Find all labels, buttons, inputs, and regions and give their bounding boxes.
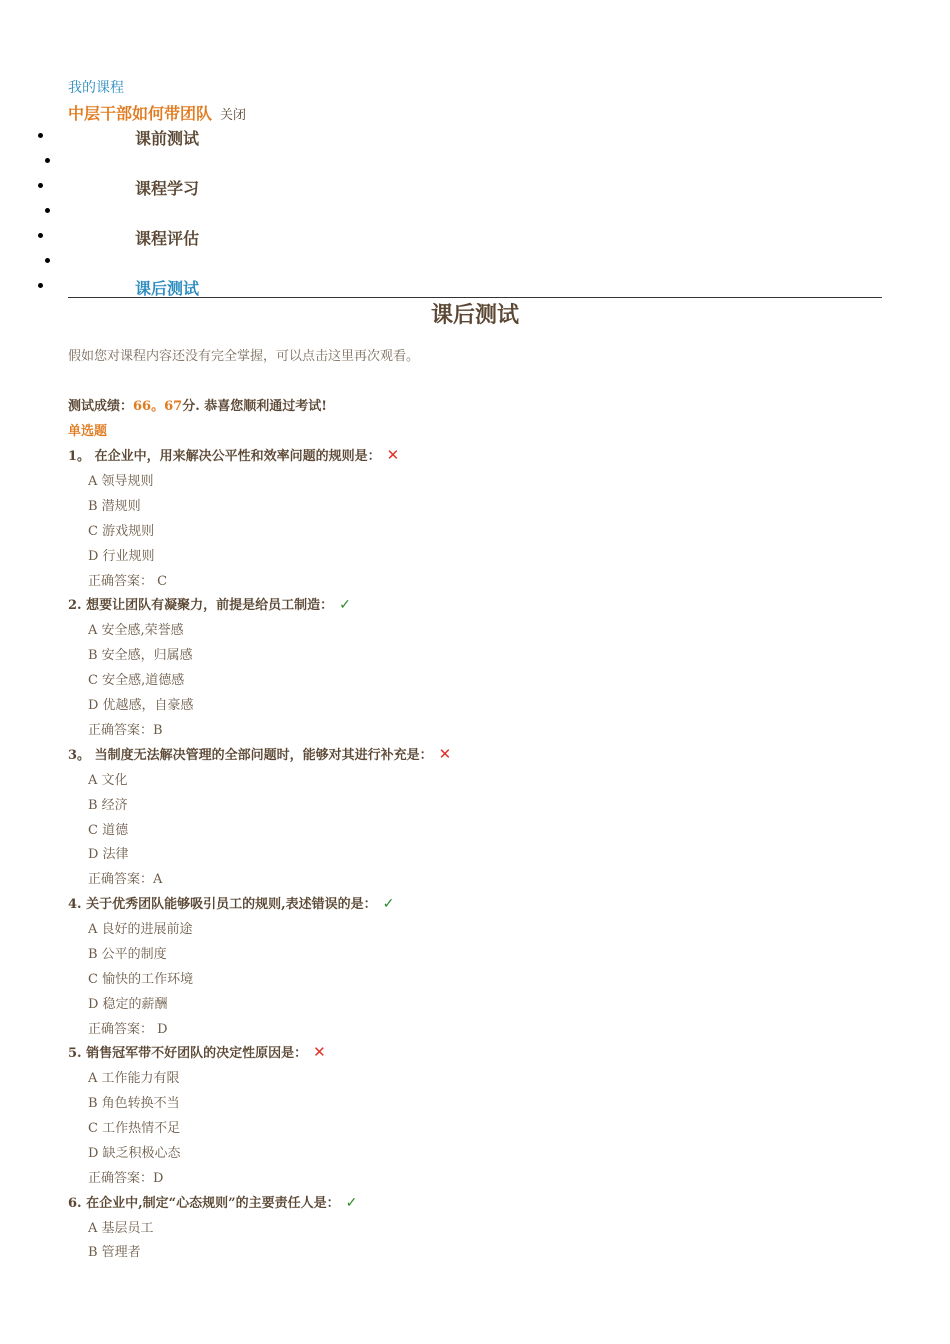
question-1: [68, 445, 399, 464]
option-b: B 管理者: [88, 1245, 141, 1260]
option-a: A 基层员工: [88, 1221, 154, 1236]
option-d: D 稳定的薪酬: [88, 997, 168, 1012]
option-d: D 行业规则: [88, 549, 155, 564]
nav-bullet: [38, 283, 43, 288]
question-6: [68, 1192, 357, 1211]
option-a: A 安全感,荣誉感: [88, 623, 184, 638]
score-value: 66。67: [133, 399, 183, 414]
option-d: D 缺乏积极心态: [88, 1146, 181, 1161]
question-4: [68, 893, 394, 912]
option-c: C 道德: [88, 823, 129, 838]
check-icon: ✓: [382, 896, 395, 912]
test-score: [68, 395, 327, 414]
close-link[interactable]: 关闭: [220, 108, 247, 123]
nav-bullet: [38, 183, 43, 188]
correct-answer: 正确答案： C: [88, 574, 168, 589]
option-b: B 安全感，归属感: [88, 648, 193, 663]
option-c: C 游戏规则: [88, 524, 155, 539]
section-label: 单选题: [68, 424, 108, 439]
rewatch-hint[interactable]: 假如您对课程内容还没有完全掌握，可以点击这里再次观看。: [68, 349, 420, 364]
page-title: 课后测试: [430, 302, 519, 328]
nav-item-post-test[interactable]: 课后测试: [135, 279, 200, 298]
wrong-icon: ✕: [438, 745, 452, 763]
question-2: [68, 594, 351, 613]
option-c: C 愉快的工作环境: [88, 972, 194, 987]
correct-answer: 正确答案：D: [88, 1171, 164, 1186]
check-icon: ✓: [339, 597, 351, 613]
score-suffix: 分. 恭喜您顺利通过考试!: [182, 399, 327, 414]
nav-item-course-evaluation[interactable]: 课程评估: [135, 229, 200, 248]
option-c: C 工作热情不足: [88, 1121, 181, 1136]
wrong-icon: ✕: [313, 1043, 326, 1061]
option-a: A 文化: [88, 773, 128, 788]
course-title: [68, 101, 246, 124]
option-c: C 安全感,道德感: [88, 673, 185, 688]
correct-answer: 正确答案：A: [88, 872, 163, 887]
question-text: 6. 在企业中,制定“心态规则”的主要责任人是：: [68, 1196, 340, 1211]
nav-bullet: [45, 258, 50, 263]
score-prefix: 测试成绩：: [68, 399, 134, 414]
nav-bullet: [45, 208, 50, 213]
question-text: 5. 销售冠军带不好团队的决定性原因是：: [68, 1046, 308, 1061]
nav-bullet: [45, 158, 50, 163]
question-text: 4. 关于优秀团队能够吸引员工的规则,表述错误的是：: [68, 897, 377, 912]
question-text: 3。 当制度无法解决管理的全部问题时，能够对其进行补充是：: [68, 748, 433, 763]
check-icon: ✓: [345, 1195, 358, 1211]
my-courses-link[interactable]: 我的课程: [68, 80, 124, 96]
option-b: B 潜规则: [88, 499, 141, 514]
nav-item-pre-test[interactable]: 课前测试: [135, 129, 200, 148]
option-d: D 法律: [88, 847, 129, 862]
question-text: 1。 在企业中，用来解决公平性和效率问题的规则是：: [68, 449, 381, 464]
correct-answer: 正确答案：B: [88, 723, 163, 738]
option-a: A 良好的进展前途: [88, 922, 193, 937]
correct-answer: 正确答案： D: [88, 1022, 168, 1037]
question-3: [68, 744, 451, 763]
option-b: B 公平的制度: [88, 947, 167, 962]
course-title-text: 中层干部如何带团队: [68, 104, 213, 123]
option-a: A 工作能力有限: [88, 1071, 180, 1086]
wrong-icon: ✕: [386, 446, 400, 464]
question-5: [68, 1042, 326, 1061]
nav-item-course-study[interactable]: 课程学习: [135, 179, 200, 198]
option-b: B 角色转换不当: [88, 1096, 180, 1111]
option-a: A 领导规则: [88, 474, 154, 489]
nav-bullet: [38, 233, 43, 238]
question-text: 2. 想要让团队有凝聚力，前提是给员工制造：: [68, 598, 334, 613]
nav-bullet: [38, 133, 43, 138]
option-b: B 经济: [88, 798, 128, 813]
option-d: D 优越感，自豪感: [88, 698, 194, 713]
